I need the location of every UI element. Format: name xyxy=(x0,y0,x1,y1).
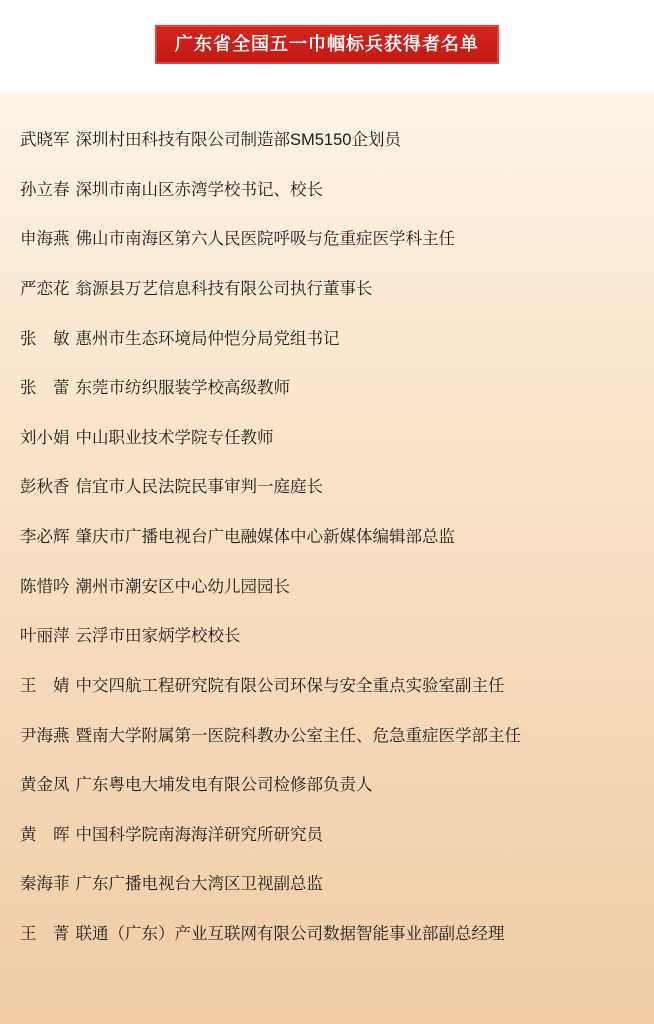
honoree-name: 武晓军 xyxy=(20,131,70,149)
honoree-title: 东莞市纺织服装学校高级教师 xyxy=(75,379,290,398)
honoree-name: 严恋花 xyxy=(20,279,70,298)
list-item xyxy=(20,229,634,250)
honoree-title: 深圳市南山区赤湾学校书记、校长 xyxy=(75,180,323,199)
honoree-title: 联通（广东）产业互联网有限公司数据智能事业部副总经理 xyxy=(75,925,505,943)
list-item xyxy=(20,577,634,598)
honoree-name: 彭秋香 xyxy=(20,478,70,497)
honoree-title: 云浮市田家炳学校校长 xyxy=(75,627,241,646)
honoree-name: 秦海菲 xyxy=(20,875,70,894)
document-header xyxy=(0,0,654,88)
honoree-title: 潮州市潮安区中心幼儿园园长 xyxy=(75,577,290,596)
list-item xyxy=(20,924,634,945)
list-item xyxy=(20,130,634,151)
honoree-title: 佛山市南海区第六人民医院呼吸与危重症医学科主任 xyxy=(75,230,455,249)
honoree-title: 惠州市生态环境局仲恺分局党组书记 xyxy=(75,329,340,348)
honoree-title: 翁源县万艺信息科技有限公司执行董事长 xyxy=(75,279,373,298)
honoree-title: 中交四航工程研究院有限公司环保与安全重点实验室副主任 xyxy=(75,676,505,695)
honoree-name: 张 敏 xyxy=(20,329,70,348)
list-item xyxy=(20,874,634,895)
list-item xyxy=(20,279,634,300)
list-item xyxy=(20,180,634,201)
list-item xyxy=(20,775,634,796)
honoree-name: 黄 晖 xyxy=(20,825,70,844)
honoree-title: 肇庆市广播电视台广电融媒体中心新媒体编辑部总监 xyxy=(75,528,455,546)
honoree-name: 刘小娟 xyxy=(20,428,70,447)
honoree-name: 王 菁 xyxy=(20,925,70,943)
honoree-title: 广东广播电视台大湾区卫视副总监 xyxy=(75,875,323,894)
honoree-name: 申海燕 xyxy=(20,230,70,249)
list-item xyxy=(20,626,634,647)
honoree-title: 广东粤电大埔发电有限公司检修部负责人 xyxy=(75,776,373,795)
honoree-title: 中国科学院南海海洋研究所研究员 xyxy=(75,825,323,844)
honoree-name: 李必辉 xyxy=(20,528,70,546)
honoree-title: 暨南大学附属第一医院科教办公室主任、危急重症医学部主任 xyxy=(75,726,521,745)
honoree-list xyxy=(0,88,654,945)
honoree-name: 孙立春 xyxy=(20,180,70,199)
honoree-name: 王 婧 xyxy=(20,676,70,695)
list-item xyxy=(20,428,634,449)
list-item xyxy=(20,726,634,747)
honoree-name: 张 蕾 xyxy=(20,379,70,398)
honoree-name: 叶丽萍 xyxy=(20,627,70,646)
list-item xyxy=(20,676,634,697)
list-item xyxy=(20,527,634,548)
list-item xyxy=(20,825,634,846)
honoree-title: 中山职业技术学院专任教师 xyxy=(75,428,274,447)
list-item xyxy=(20,329,634,350)
page-title: 广东省全国五一巾帼标兵获得者名单 xyxy=(155,25,499,64)
list-item xyxy=(20,378,634,399)
honoree-title: 信宜市人民法院民事审判一庭庭长 xyxy=(75,478,323,497)
honoree-name: 黄金凤 xyxy=(20,776,70,795)
honoree-name: 尹海燕 xyxy=(20,726,70,745)
honoree-title: 深圳村田科技有限公司制造部SM5150企划员 xyxy=(75,131,401,149)
honoree-name: 陈惜吟 xyxy=(20,577,70,596)
list-item xyxy=(20,477,634,498)
